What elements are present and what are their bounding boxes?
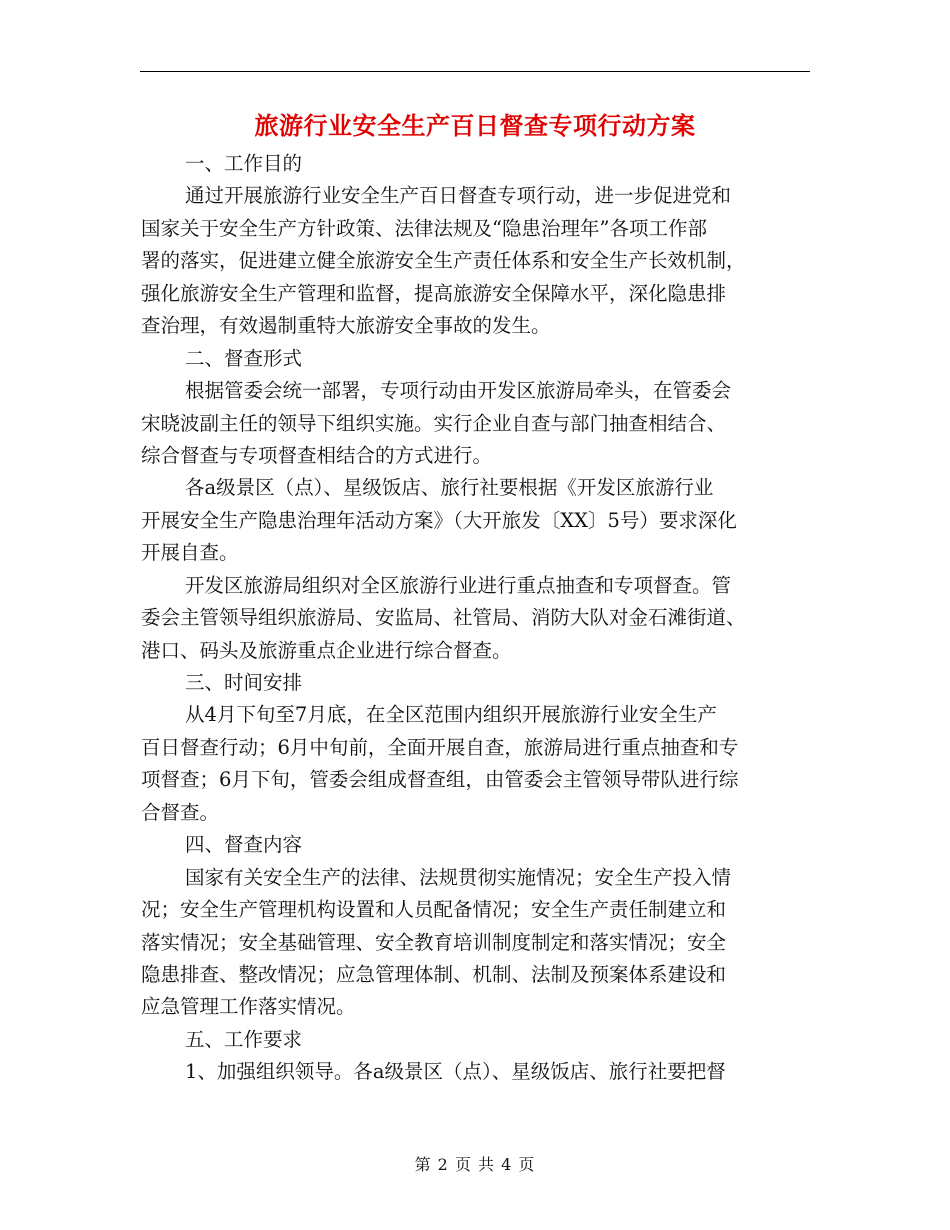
paragraph-line: 开展自查。	[141, 541, 239, 565]
paragraph-line: 综合督查与专项督查相结合的方式进行。	[141, 443, 493, 467]
paragraph-line: 合督查。	[141, 800, 220, 824]
paragraph	[141, 1056, 809, 1088]
paragraph-line: 隐患排查、整改情况；应急管理体制、机制、法制及预案体系建设和	[141, 962, 727, 986]
paragraph	[141, 375, 809, 472]
paragraph-line: 开展安全生产隐患治理年活动方案》（大开旅发〔XX〕5号）要求深化	[141, 508, 737, 532]
paragraph-line: 百日督查行动；6月中旬前，全面开展自查，旅游局进行重点抽查和专	[141, 735, 739, 759]
paragraph-line: 查治理，有效遏制重特大旅游安全事故的发生。	[141, 314, 551, 338]
paragraph	[141, 180, 809, 342]
paragraph-line: 落实情况；安全基础管理、安全教育培训制度制定和落实情况；安全	[141, 930, 727, 954]
paragraph-line: 宋晓波副主任的领导下组织实施。实行企业自查与部门抽查相结合、	[141, 411, 727, 435]
section-heading: 五、工作要求	[185, 1027, 303, 1051]
paragraph-line: 各a级景区（点）、星级饭店、旅行社要根据《开发区旅游行业	[185, 476, 714, 500]
section-heading: 一、工作目的	[185, 152, 303, 175]
paragraph-line: 港口、码头及旅游重点企业进行综合督查。	[141, 638, 512, 662]
section-heading: 四、督查内容	[185, 833, 303, 857]
document-title: 旅游行业安全生产百日督查专项行动方案	[254, 111, 696, 140]
paragraph-line: 国家有关安全生产的法律、法规贯彻实施情况；安全生产投入情	[185, 865, 732, 889]
header-rule	[140, 71, 810, 72]
paragraph-line: 强化旅游安全生产管理和监督，提高旅游安全保障水平，深化隐患排	[141, 281, 727, 305]
paragraph-line: 根据管委会统一部署，专项行动由开发区旅游局牵头，在管委会	[185, 379, 732, 403]
page-footer: 第 2 页 共 4 页	[414, 1155, 536, 1174]
paragraph-line: 应急管理工作落实情况。	[141, 995, 356, 1019]
paragraph-line: 通过开展旅游行业安全生产百日督查专项行动，进一步促进党和	[185, 184, 732, 208]
section-heading: 三、时间安排	[185, 671, 303, 694]
paragraph-line: 开发区旅游局组织对全区旅游行业进行重点抽查和专项督查。管	[185, 573, 732, 597]
paragraph-line: 1、加强组织领导。各a级景区（点）、星级饭店、旅行社要把督	[185, 1060, 726, 1084]
paragraph-line: 署的落实，促进建立健全旅游安全生产责任体系和安全生产长效机制，	[141, 249, 746, 273]
paragraph-line: 项督查；6月下旬，管委会组成督查组，由管委会主管领导带队进行综	[141, 768, 739, 792]
paragraph-line: 委会主管领导组织旅游局、安监局、社管局、消防大队对金石滩街道、	[141, 606, 746, 630]
paragraph	[141, 472, 809, 569]
document-body	[141, 148, 809, 1089]
paragraph-line: 况；安全生产管理机构设置和人员配备情况；安全生产责任制建立和	[141, 898, 727, 922]
paragraph-line: 国家关于安全生产方针政策、法律法规及“隐患治理年”各项工作部	[141, 216, 707, 240]
paragraph	[141, 699, 809, 829]
paragraph	[141, 862, 809, 1024]
section-heading: 二、督查形式	[185, 346, 303, 370]
paragraph-line: 从4月下旬至7月底，在全区范围内组织开展旅游行业安全生产	[185, 703, 717, 727]
paragraph	[141, 570, 809, 667]
